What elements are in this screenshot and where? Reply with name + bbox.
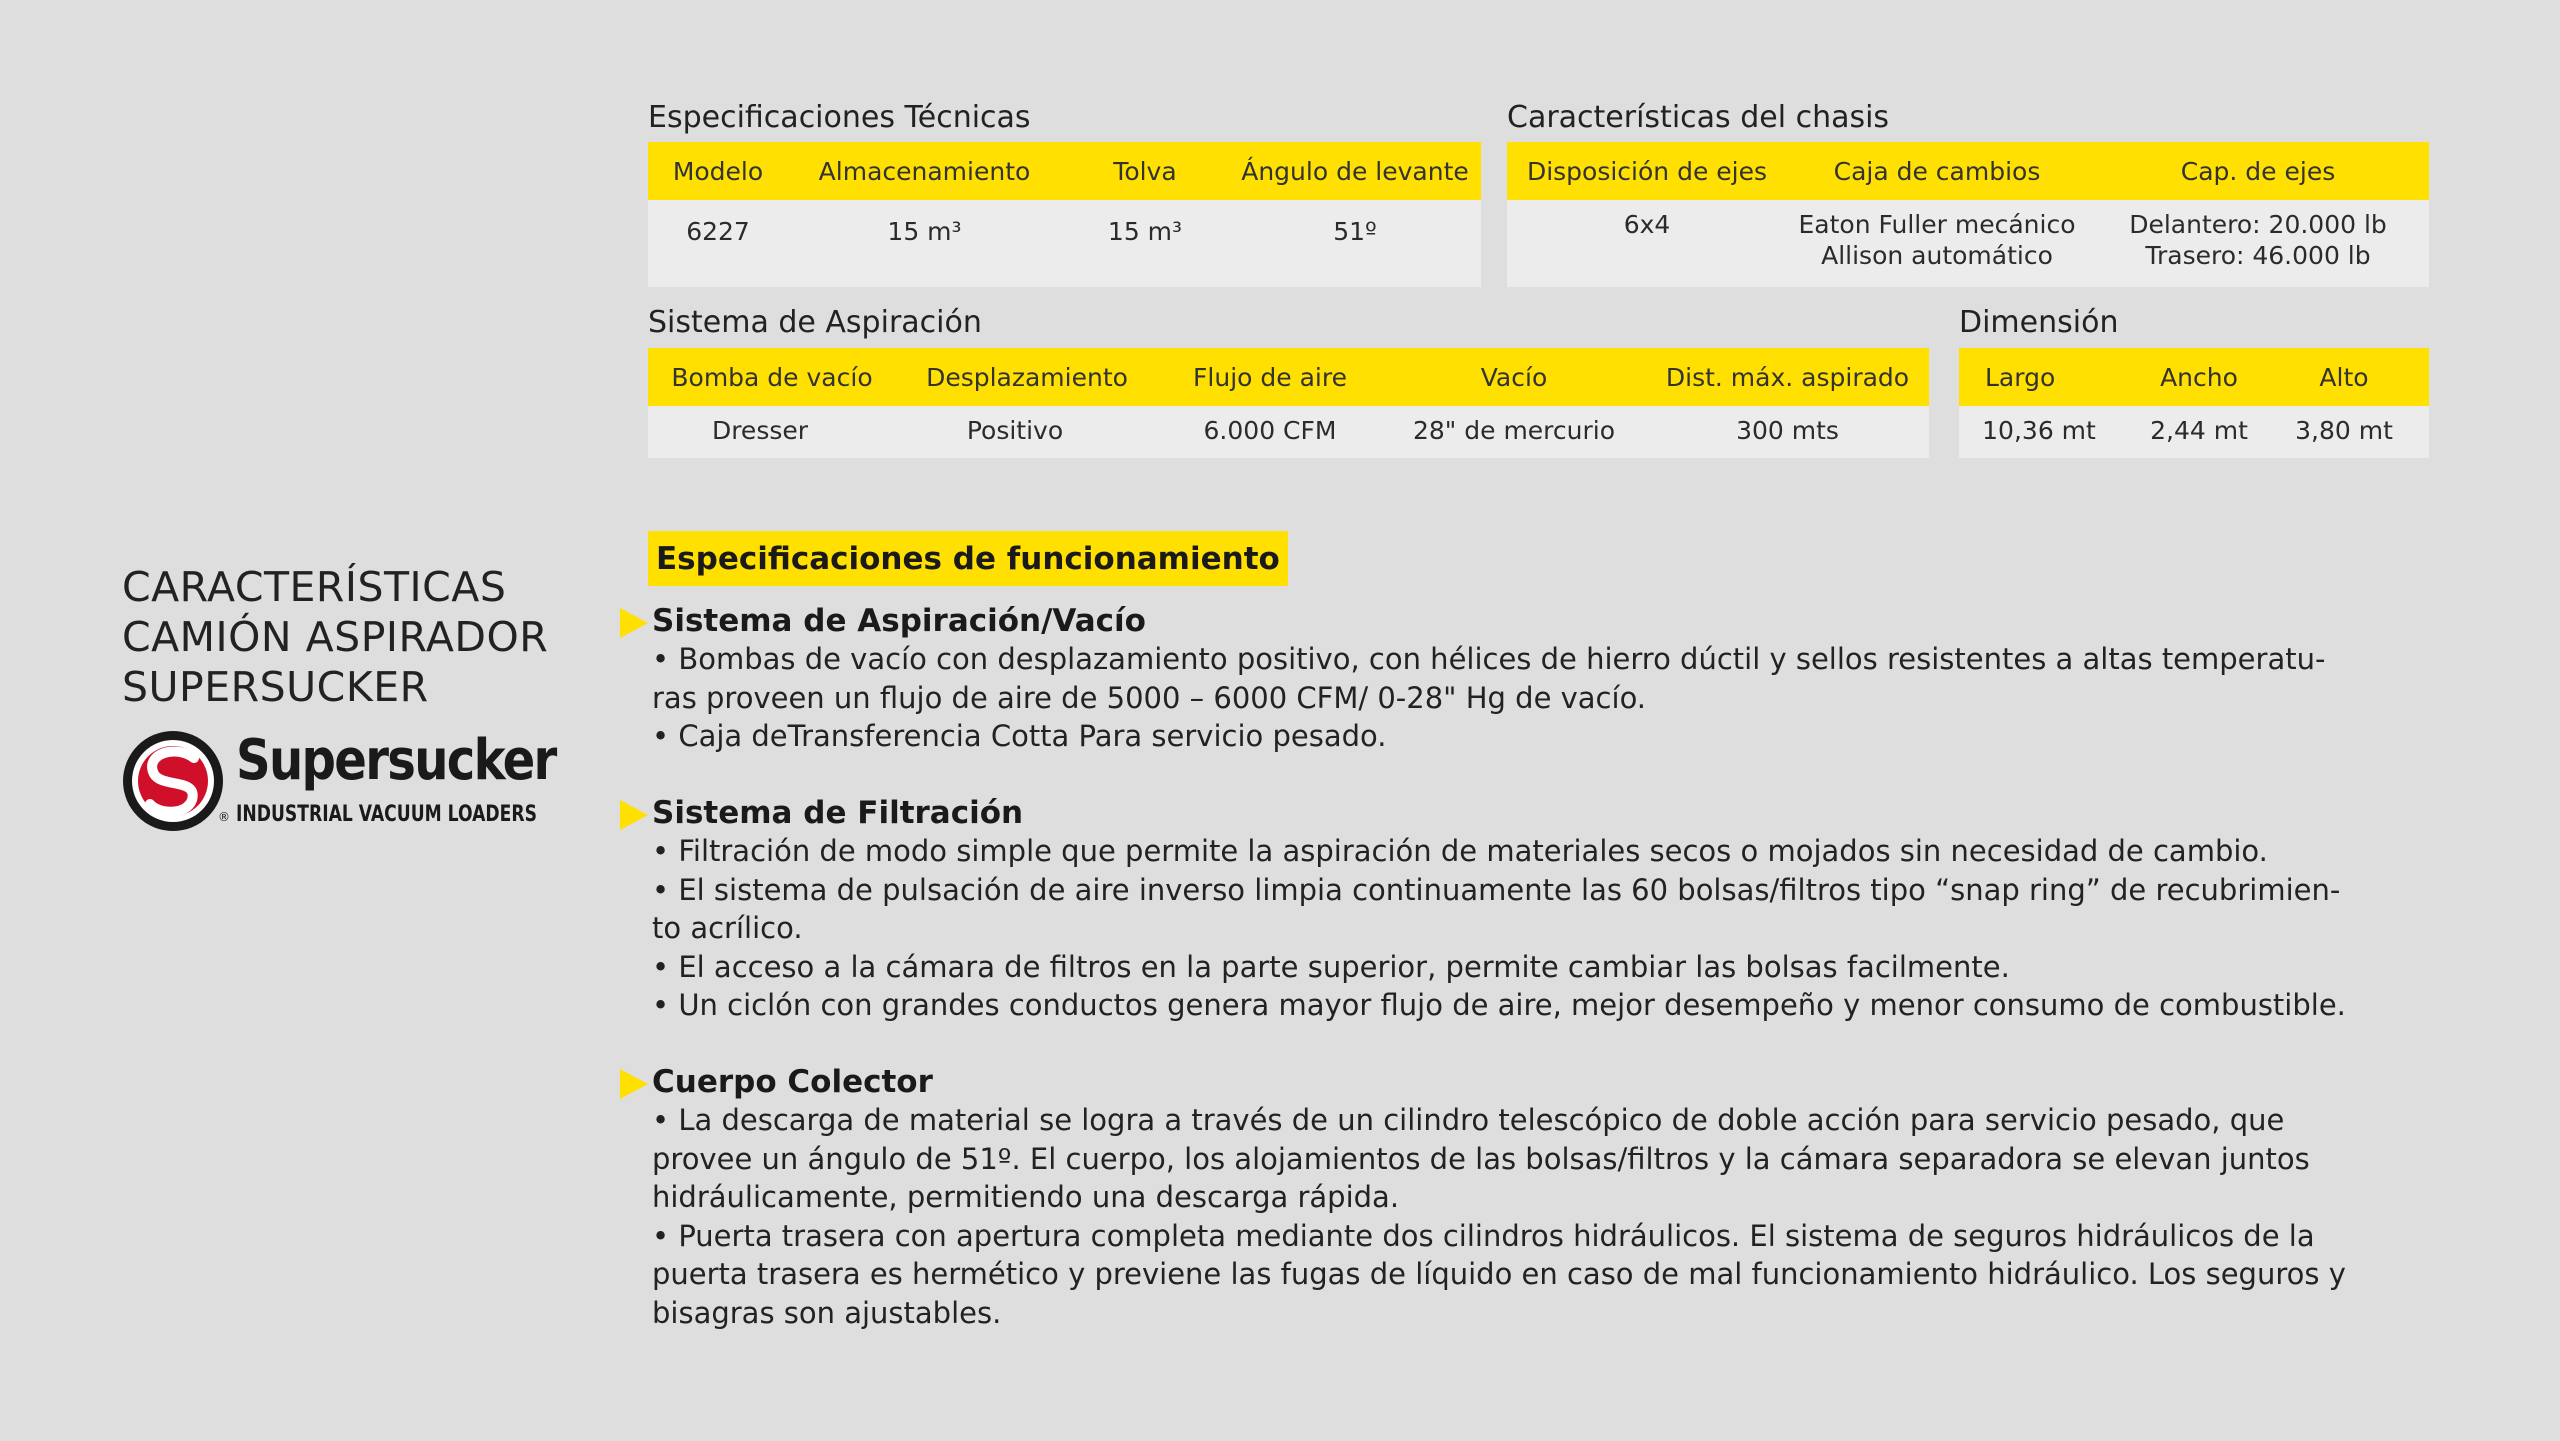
tech-header-cell: Almacenamiento xyxy=(818,156,1031,186)
block-body xyxy=(620,640,2430,756)
body-line: bisagras son ajustables. xyxy=(652,1295,1002,1330)
tech-value-cell: 15 m³ xyxy=(1107,217,1183,246)
body-line: puerta trasera es hermético y previene las fugas de líquido en caso de mal funcionamiento hidráulico. Los seguros y xyxy=(652,1257,2346,1291)
body-line: • Un ciclón con grandes conductos genera mayor flujo de aire, mejor desempeño y menor consumo de combustible. xyxy=(652,988,2346,1022)
yellow-arrow-icon xyxy=(620,800,648,830)
block-heading-text: Cuerpo Colector xyxy=(652,1064,933,1100)
tech-header-cell: Tolva xyxy=(1113,156,1177,186)
dimension-header-cell: Ancho xyxy=(2160,362,2238,392)
aspiration-header-cell: Bomba de vacío xyxy=(671,362,873,392)
aspiration-header-cell: Vacío xyxy=(1480,362,1548,392)
aspiration-value-row xyxy=(648,406,1929,458)
aspiration-value-cell: Positivo xyxy=(966,416,1064,445)
aspiration-vacuum-block xyxy=(620,602,2430,756)
block-heading-text: Sistema de Filtración xyxy=(652,795,1024,831)
body-line: hidráulicamente, permitiendo una descarga rápida. xyxy=(652,1180,1400,1214)
side-title-line-1: CARACTERÍSTICAS xyxy=(122,563,507,611)
collector-body-block xyxy=(620,1063,2430,1332)
body-line: • El sistema de pulsación de aire inverso limpia continuamente las 60 bolsas/filtros tipo “snap ring” de recubrimien- xyxy=(652,872,2341,907)
block-body xyxy=(620,1101,2430,1332)
chassis-axle-capacity-line: Trasero: 46.000 lb xyxy=(2145,241,2371,270)
logo-name: Supersucker xyxy=(236,728,556,793)
block-heading xyxy=(620,602,2430,640)
chassis-title: Características del chasis xyxy=(1507,100,1890,135)
side-title xyxy=(122,562,548,712)
body-line: ras proveen un flujo de aire de 5000 – 6000 CFM/ 0-28" Hg de vacío. xyxy=(652,680,1647,715)
body-line: provee un ángulo de 51º. El cuerpo, los alojamientos de las bolsas/filtros y la cámara separadora se elevan juntos xyxy=(652,1141,2310,1176)
block-body xyxy=(620,832,2430,1025)
registered-mark: ® xyxy=(218,810,230,824)
body-line: to acrílico. xyxy=(652,911,803,945)
chassis-header-cell: Cap. de ejes xyxy=(2180,156,2336,186)
chassis-gearbox-line: Eaton Fuller mecánico xyxy=(1798,210,2076,239)
aspiration-value-cell: 6.000 CFM xyxy=(1203,416,1337,445)
aspiration-value-cell: 300 mts xyxy=(1736,416,1839,445)
block-heading xyxy=(620,1063,2430,1101)
dimension-value-cell: 10,36 mt xyxy=(1982,416,2096,445)
supersucker-s-icon xyxy=(120,728,226,834)
side-title-line-2: CAMIÓN ASPIRADOR xyxy=(122,613,549,661)
chassis-header-row xyxy=(1507,142,2429,200)
chassis-header-cell: Caja de cambios xyxy=(1833,156,2041,186)
chassis-table xyxy=(1507,142,2429,287)
aspiration-title: Sistema de Aspiración xyxy=(648,305,982,340)
body-line: • Bombas de vacío con desplazamiento positivo, con hélices de hierro dúctil y sellos resistentes a altas temperatu- xyxy=(652,642,2326,676)
tech-value-cell: 51º xyxy=(1333,217,1377,246)
dimension-table xyxy=(1959,348,2429,458)
tech-value-cell: 6227 xyxy=(686,217,750,246)
aspiration-value-cell: Dresser xyxy=(711,416,809,445)
logo-tagline: INDUSTRIAL VACUUM LOADERS xyxy=(236,802,537,827)
tech-header-row xyxy=(648,142,1481,200)
body-line: • Caja deTransferencia Cotta Para servicio pesado. xyxy=(652,719,1387,753)
chassis-value-row xyxy=(1507,200,2429,287)
side-title-line-3: SUPERSUCKER xyxy=(122,663,429,711)
tech-table xyxy=(648,142,1481,287)
aspiration-header-row xyxy=(648,348,1929,406)
dimension-header-cell: Largo xyxy=(1985,362,2056,392)
block-heading-text: Sistema de Aspiración/Vacío xyxy=(652,603,1146,639)
chassis-value-cell xyxy=(1787,209,2087,271)
tech-title: Especificaciones Técnicas xyxy=(648,100,1031,135)
dimension-value-row xyxy=(1959,406,2429,458)
body-line: • Puerta trasera con apertura completa mediante dos cilindros hidráulicos. El sistema de seguros hidráulicos de la xyxy=(652,1218,2315,1253)
aspiration-header-cell: Dist. máx. aspirado xyxy=(1665,362,1910,392)
block-heading xyxy=(620,794,2430,832)
functioning-title: Especificaciones de funcionamiento xyxy=(648,531,1288,586)
chassis-axle-capacity-line: Delantero: 20.000 lb xyxy=(2129,210,2387,239)
aspiration-table xyxy=(648,348,1929,458)
chassis-header-cell: Disposición de ejes xyxy=(1526,156,1768,186)
tech-value-cell: 15 m³ xyxy=(887,217,962,246)
body-line: • El acceso a la cámara de filtros en la parte superior, permite cambiar las bolsas facilmente. xyxy=(652,949,2010,984)
dimension-value-cell: 2,44 mt xyxy=(2150,416,2248,445)
tech-header-cell: Modelo xyxy=(672,156,764,186)
dimension-title: Dimensión xyxy=(1959,305,2119,340)
chassis-axle-layout: 6x4 xyxy=(1623,210,1671,239)
aspiration-header-cell: Flujo de aire xyxy=(1193,362,1347,392)
dimension-header-cell: Alto xyxy=(2319,362,2369,392)
aspiration-header-cell: Desplazamiento xyxy=(926,362,1128,392)
tech-header-cell: Ángulo de levante xyxy=(1241,156,1469,186)
chassis-value-cell xyxy=(1507,209,1787,240)
dimension-value-cell: 3,80 mt xyxy=(2295,416,2393,445)
yellow-arrow-icon xyxy=(620,1069,648,1099)
filtration-block xyxy=(620,794,2430,1025)
body-line: • La descarga de material se logra a través de un cilindro telescópico de doble acción para servicio pesado, que xyxy=(652,1103,2285,1137)
body-line: • Filtración de modo simple que permite la aspiración de materiales secos o mojados sin necesidad de cambio. xyxy=(652,834,2268,868)
chassis-gearbox-line: Allison automático xyxy=(1821,241,2053,270)
tech-value-row xyxy=(648,200,1481,287)
supersucker-logo xyxy=(120,728,556,838)
chassis-value-cell xyxy=(2087,209,2429,271)
dimension-header-row xyxy=(1959,348,2429,406)
yellow-arrow-icon xyxy=(620,608,648,638)
aspiration-value-cell: 28" de mercurio xyxy=(1412,416,1616,445)
